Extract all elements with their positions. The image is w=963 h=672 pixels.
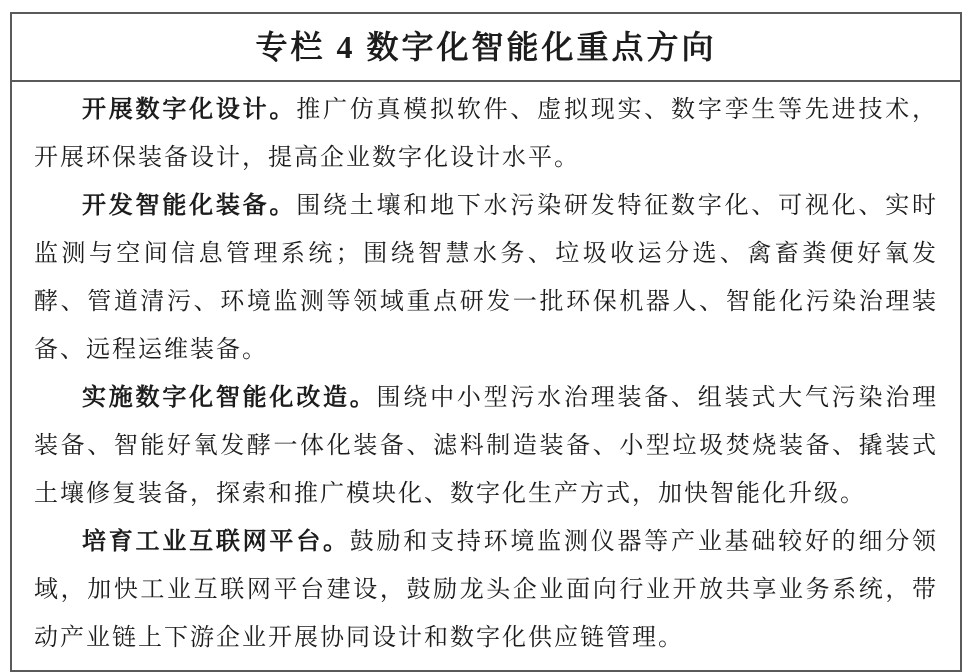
paragraph-digital-transformation (34, 374, 938, 518)
paragraph-lead: 实施数字化智能化改造。 (82, 385, 377, 411)
paragraph-digital-design (34, 86, 938, 182)
paragraph-lead: 开发智能化装备。 (82, 193, 297, 219)
paragraph-lead: 开展数字化设计。 (82, 97, 297, 123)
panel-title: 专栏 4 数字化智能化重点方向 (12, 14, 960, 82)
paragraph-text: 推广仿真模拟软件、虚拟现实、数字孪生等先进技术，开展环保装备设计，提高企业数字化设计水平。 (34, 97, 939, 171)
paragraph-lead: 培育工业互联网平台。 (82, 529, 350, 555)
paragraph-intelligent-equipment (34, 182, 938, 374)
paragraph-industrial-internet-platform (34, 518, 938, 662)
panel-body (12, 82, 960, 662)
paragraph-text: 围绕中小型污水治理装备、组装式大气污染治理装备、智能好氧发酵一体化装备、滤料制造装备、小型垃圾焚烧装备、撬装式土壤修复装备，探索和推广模块化、数字化生产方式，加快智能化升级。 (34, 385, 938, 507)
paragraph-text: 鼓励和支持环境监测仪器等产业基础较好的细分领域，加快工业互联网平台建设，鼓励龙头企业面向行业开放共享业务系统，带动产业链上下游企业开展协同设计和数字化供应链管理。 (34, 529, 939, 651)
paragraph-text: 围绕土壤和地下水污染研发特征数字化、可视化、实时监测与空间信息管理系统；围绕智慧水务、垃圾收运分选、禽畜粪便好氧发酵、管道清污、环境监测等领域重点研发一批环保机器人、智能化污染治理装备、远程运维装备。 (34, 193, 939, 363)
column-box-panel (10, 12, 962, 672)
